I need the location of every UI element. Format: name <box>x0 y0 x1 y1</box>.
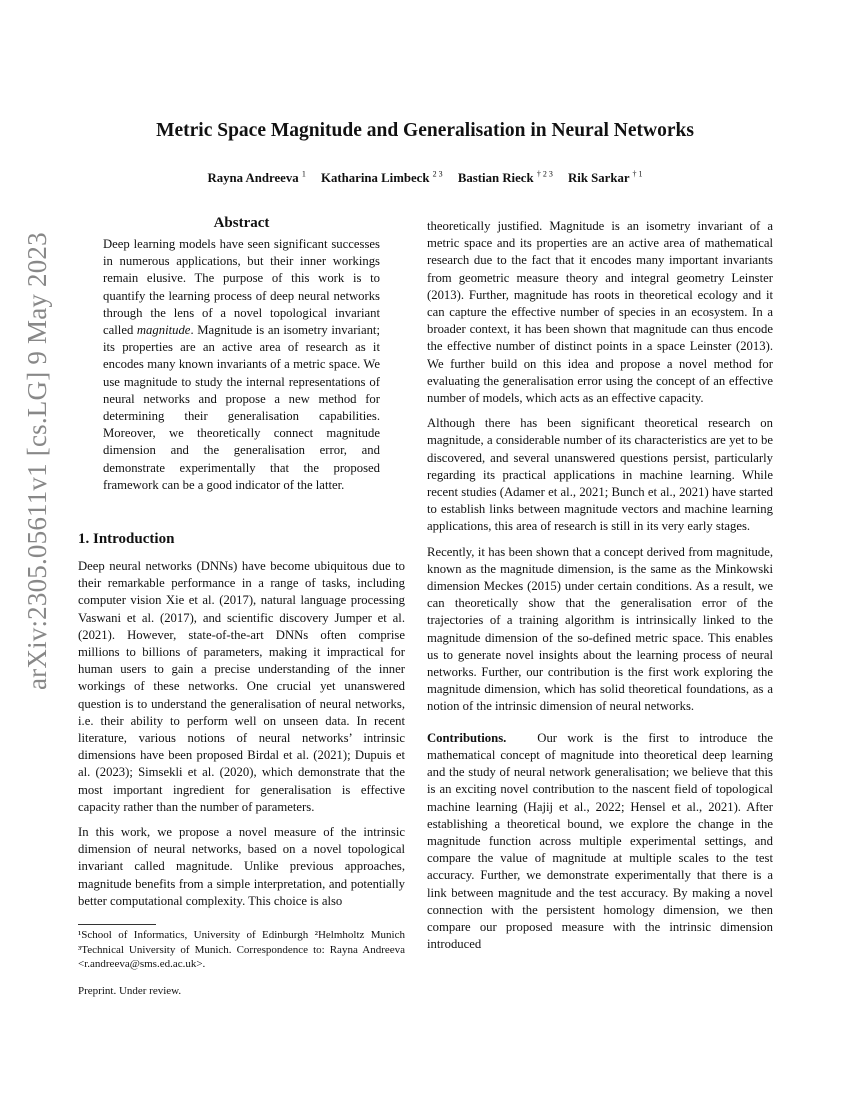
contributions-paragraph: Contributions. Our work is the first to introduce the mathematical concept of magnitude into theoretical deep learning and the study of neural network generalisation; we believe that this is an exciting novel contribution to the nascent field of topological machine learning (Hajij et al., 2022; Hensel et al., 2021). After establishing a theoretical bound, we explore the change in the magnitude function across multiple experimental settings, and compare the value of magnitude at multiple scales to the test accuracy. Further, we demonstrate experimentally that there is a link between magnitude and the test accuracy. By making a novel connection with the persistent homology dimension, we then compare our proposed measure with the intrinsic dimension introduced <box>427 730 773 952</box>
abstract-text: Deep learning models have seen significant successes in numerous applications, but their inner workings remain elusive. The purpose of this work is to quantify the learning process of deep neural networks through the lens of a novel topological invariant called magnitude. Magnitude is an isometry invariant; its properties are an active area of research as it encodes many known invariants of a metric space. We use magnitude to study the internal representations of neural networks and propose a new method for determining their generalisation capabilities. Moreover, we theoretically connect magnitude dimension and the generalisation error, and demonstrate experimentally that the proposed framework can be a good indicator of the latter. <box>103 237 380 492</box>
paragraph: Although there has been significant theoretical research on magnitude, a considerable number of its characteristics are yet to be discovered, and several unanswered questions persist, particularly regarding its practical applications in machine learning. While recent studies (Adamer et al., 2021; Bunch et al., 2021) have started to establish links between magnitude vectors and machine learning applications, this area of research is still in its very early stages. <box>427 416 773 534</box>
paragraph: In this work, we propose a novel measure of the intrinsic dimension of neural networks, based on a novel topological invariant called magnitude. Unlike previous approaches, magnitude benefits from a simple interpretation, and potentially better computational complexity. This choice is also <box>78 825 405 908</box>
preprint-note: Preprint. Under review. <box>78 985 182 997</box>
paragraph: theoretically justified. Magnitude is an isometry invariant of a metric space and its properties are an active area of mathematical research due to the fact that it encodes many important invariants from geometric measure theory and integral geometry Leinster (2013). Further, magnitude has roots in theoretical ecology and it can capture the effective number of species in an ecosystem. In a broader context, it has been shown that magnitude can thus encode the effective number of distinct points in a space Leinster (2013). We further build on this idea and propose a novel method for evaluating the generalisation error using the concept of an effective number of models, which acts as an effective capacity. <box>427 219 773 406</box>
paragraph: Deep neural networks (DNNs) have become ubiquitous due to their remarkable performance in a range of tasks, including computer vision Xie et al. (2017), natural language processing Vaswani et al. (2017), and scientific discovery Jumper et al. (2021). However, state-of-the-art DNNs often comprise millions to billions of parameters, making it impractical for human users to gain a precise understanding of the inner workings of these networks. One crucial yet unanswered question is to understand the generalisation of neural networks, i.e. their ability to perform well on unseen data. In recent literature, various notions of neural networks’ intrinsic dimensions have been proposed Birdal et al. (2021); Dupuis et al. (2023); Simsekli et al. (2020), which demonstrate that the most important ingredient for generalisation is effective capacity rather than the number of parameters. <box>78 559 405 814</box>
left-column <box>78 558 405 918</box>
right-column <box>427 218 773 961</box>
paper-title: Metric Space Magnitude and Generalisation in Neural Networks <box>156 120 694 141</box>
author-list <box>0 170 850 186</box>
abstract-heading: Abstract <box>213 215 270 231</box>
author: Rayna Andreeva $^1$ <box>207 170 306 186</box>
arxiv-identifier: arXiv:2305.05611v1 [cs.LG] 9 May 2023 <box>22 232 52 690</box>
paragraph: Recently, it has been shown that a concept derived from magnitude, known as the magnitude dimension, is the same as the Minkowski dimension Meckes (2015) under certain conditions. As a result, we can theoretically show that the generalisation error of the trajectories of a training algorithm is intrinsically linked to the magnitude dimension of the so-defined metric space. This enables us to generate novel insights about the learning process of neural networks. Further, our contribution is the first work exploring the magnitude dimension, which has solid theoretical foundations, as a notion of the intrinsic dimension of neural networks. <box>427 544 773 714</box>
author: Katharina Limbeck $^{2 3}$ <box>321 170 443 186</box>
footnote-rule <box>78 924 156 925</box>
footnote: ¹School of Informatics, University of Edinburgh ²Helmholtz Munich ³Technical University of Munich. Correspondence to: Rayna Andreeva <r.andreeva@sms.ed.ac.uk>. <box>78 929 405 970</box>
section-heading-introduction: 1. Introduction <box>78 531 175 547</box>
author: Bastian Rieck $^{\dagger 2 3}$ <box>457 170 553 186</box>
author: Rik Sarkar $^{\dagger 1}$ <box>568 170 643 186</box>
